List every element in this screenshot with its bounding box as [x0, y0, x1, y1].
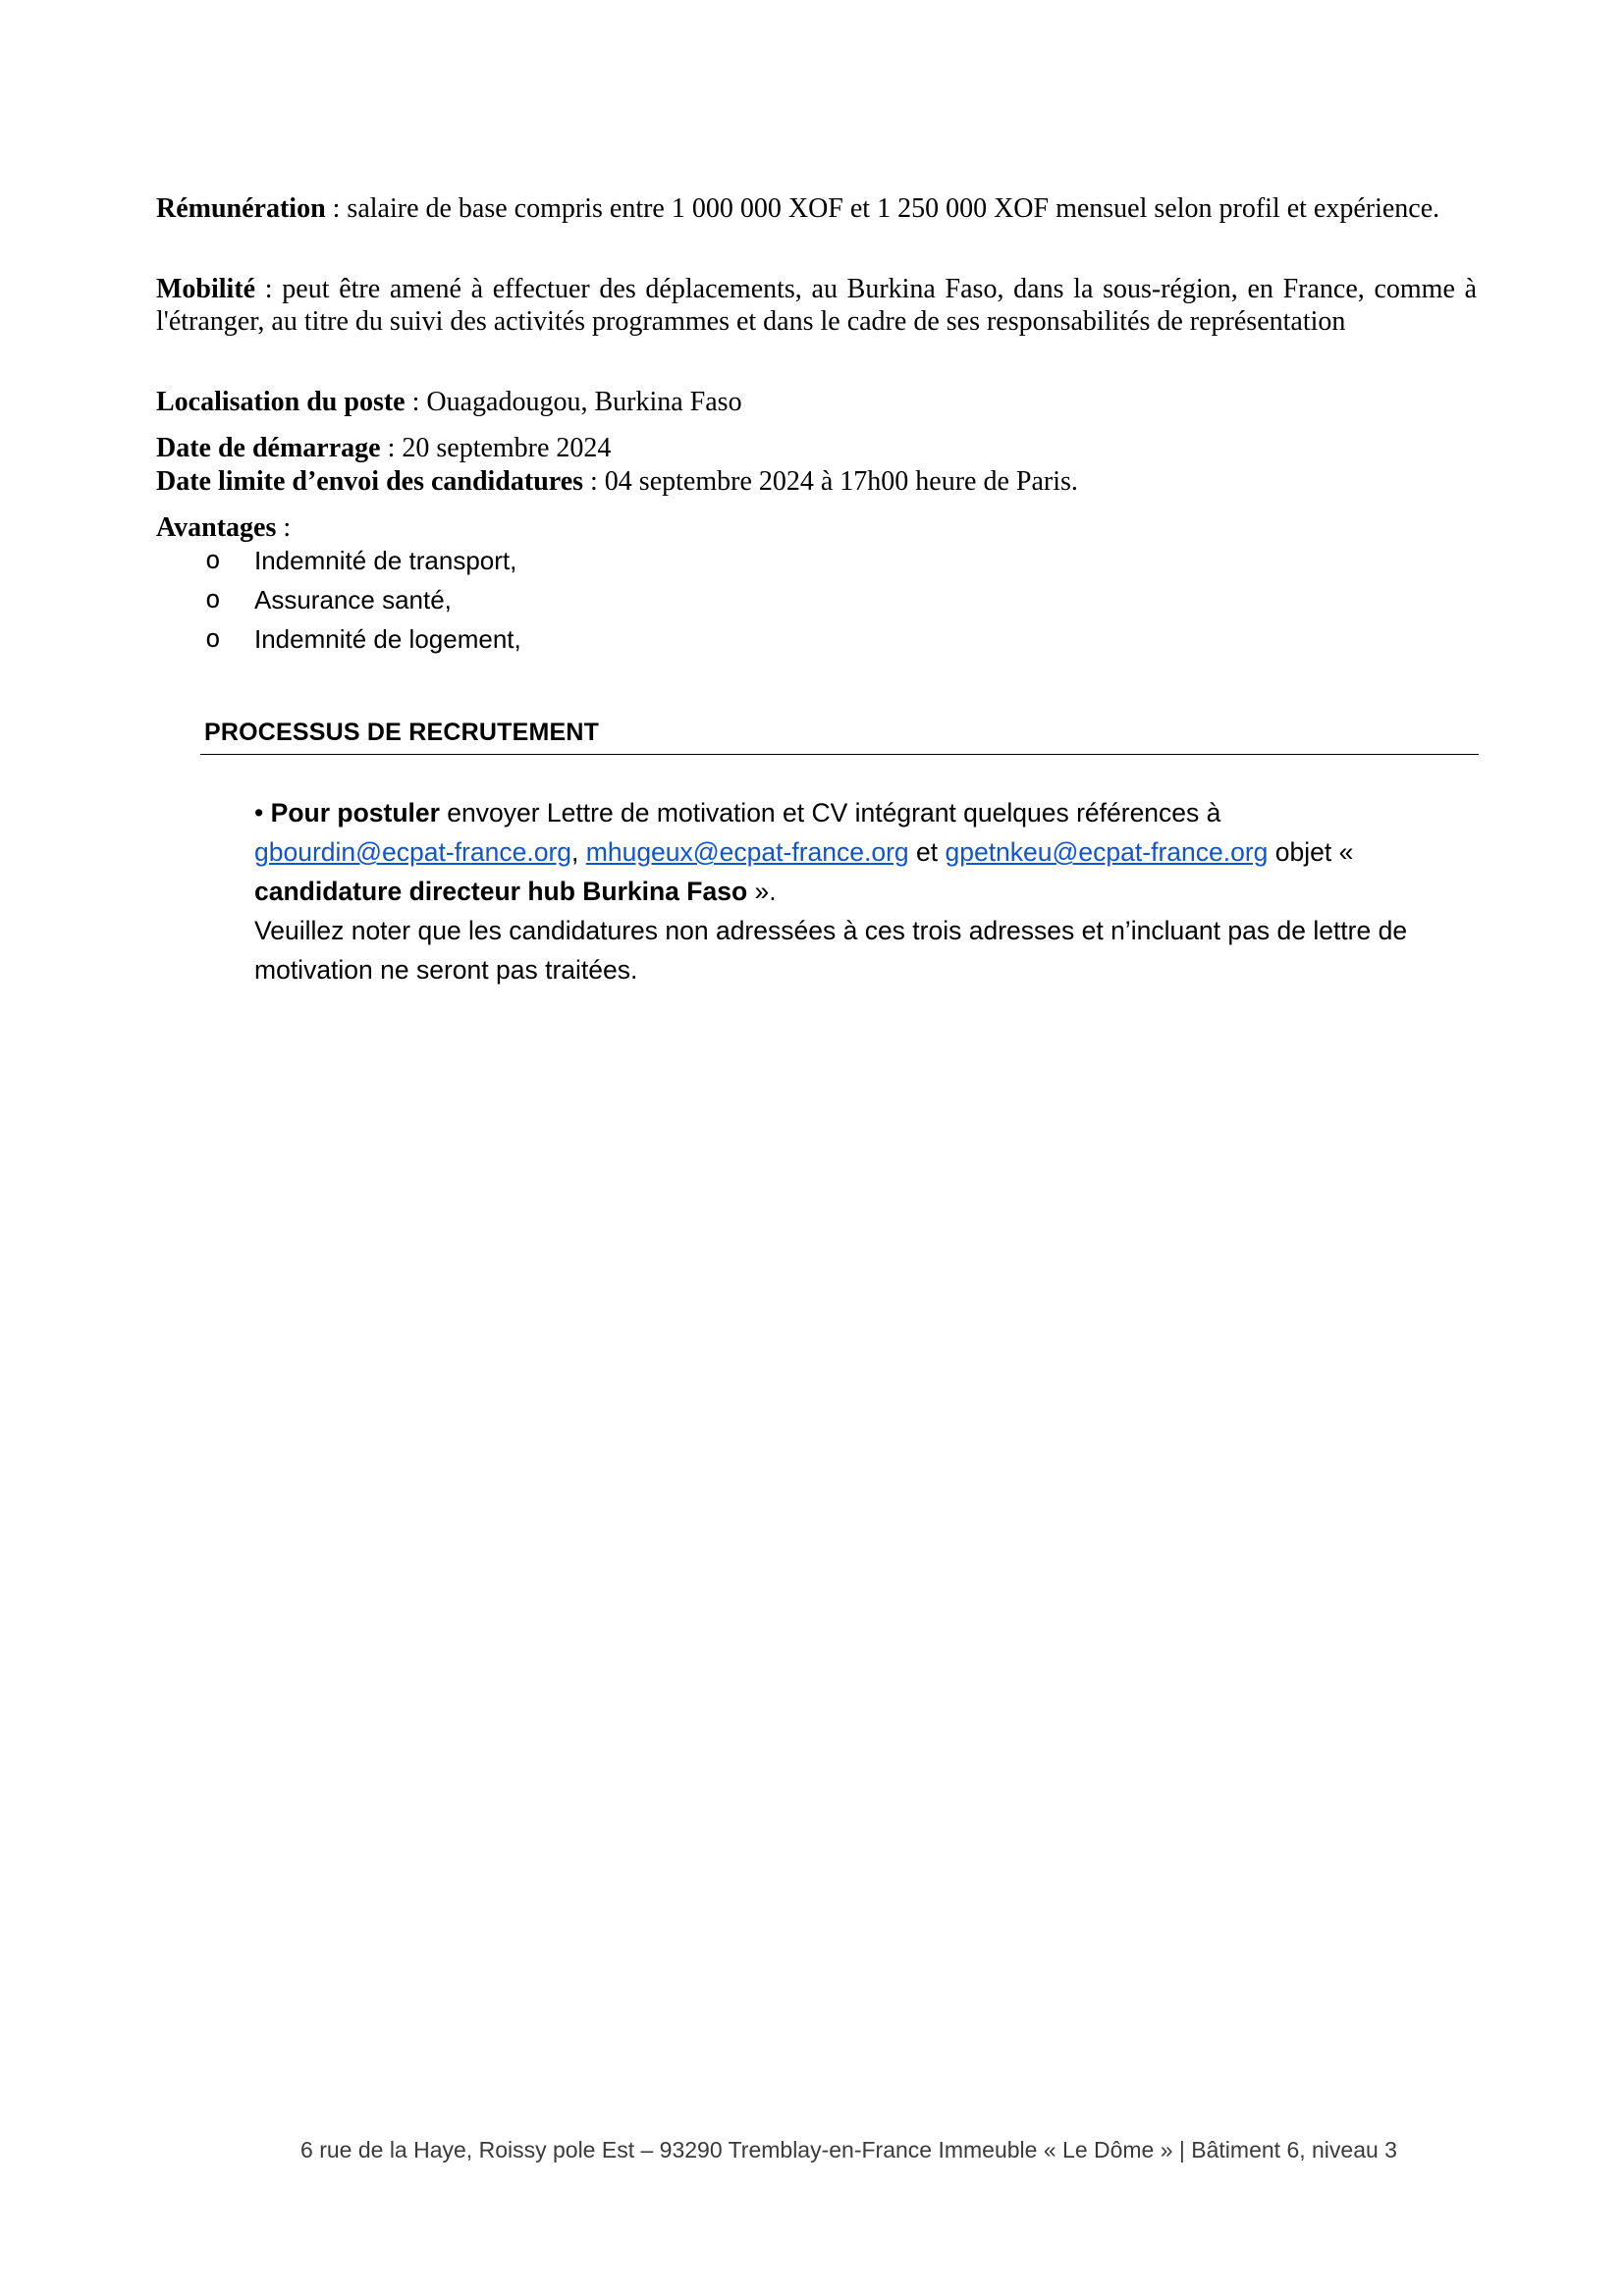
date-limite-label: Date limite d’envoi des candidatures [156, 466, 584, 497]
bullet-marker: o [205, 624, 221, 654]
email-link-gpetnkeu[interactable]: gpetnkeu@ecpat-france.org [945, 837, 1269, 867]
list-item-text: Indemnité de transport, [254, 546, 517, 575]
email-separator-et: et [908, 837, 946, 867]
avantages-heading [156, 511, 1477, 544]
bullet-dot: • [254, 798, 264, 828]
date-limite-text: : 04 septembre 2024 à 17h00 heure de Paris. [583, 466, 1078, 497]
remuneration-label: Rémunération [156, 193, 326, 224]
email-separator: , [571, 837, 579, 867]
demarrage-paragraph [156, 432, 1477, 464]
apply-label: Pour postuler [270, 798, 440, 828]
demarrage-text: : 20 septembre 2024 [380, 433, 612, 463]
avantages-label: Avantages [156, 512, 277, 543]
demarrage-label: Date de démarrage [156, 433, 381, 463]
localisation-text: : Ouagadougou, Burkina Faso [405, 387, 742, 417]
section-title-recrutement: PROCESSUS DE RECRUTEMENT [204, 719, 600, 746]
apply-text: envoyer Lettre de motivation et CV intégrant quelques références à [439, 798, 1221, 828]
apply-paragraph [254, 793, 1477, 911]
email-link-mhugeux[interactable]: mhugeux@ecpat-france.org [585, 837, 909, 867]
remuneration-paragraph [156, 192, 1477, 225]
localisation-paragraph [156, 386, 1477, 418]
bullet-marker: o [205, 585, 221, 614]
apply-instructions [254, 793, 1477, 989]
localisation-label: Localisation du poste [156, 387, 406, 417]
remuneration-text: : salaire de base compris entre 1 000 000 XOF et 1 250 000 XOF mensuel selon profil et expérience. [325, 193, 1440, 224]
subject-line: candidature directeur hub Burkina Faso [254, 877, 748, 906]
footer-address: 6 rue de la Haye, Roissy pole Est – 93290 Tremblay-en-France Immeuble « Le Dôme » | Bâtiment 6, niveau 3 [300, 2137, 1397, 2163]
date-limite-paragraph [156, 465, 1477, 498]
email-link-gbourdin[interactable]: gbourdin@ecpat-france.org [254, 837, 572, 867]
objet-text: objet « [1268, 837, 1354, 867]
subject-close: ». [747, 877, 777, 906]
mobilite-label: Mobilité [156, 274, 256, 304]
list-item-text: Assurance santé, [254, 585, 452, 614]
mobilite-text: : peut être amené à effectuer des déplacements, au Burkina Faso, dans la sous-région, en France, comme à l'étranger, au titre du suivi des activités programmes et dans le cadre de ses responsabilités de représentation [156, 274, 1477, 337]
list-item-text: Indemnité de logement, [254, 624, 521, 654]
apply-note: Veuillez noter que les candidatures non adressées à ces trois adresses et n’incluant pas de lettre de motivation ne seront pas traitées. [254, 916, 1408, 985]
mobilite-paragraph [156, 273, 1477, 338]
bullet-marker: o [205, 546, 221, 575]
section-divider [200, 754, 1479, 755]
avantages-colon: : [276, 512, 292, 543]
